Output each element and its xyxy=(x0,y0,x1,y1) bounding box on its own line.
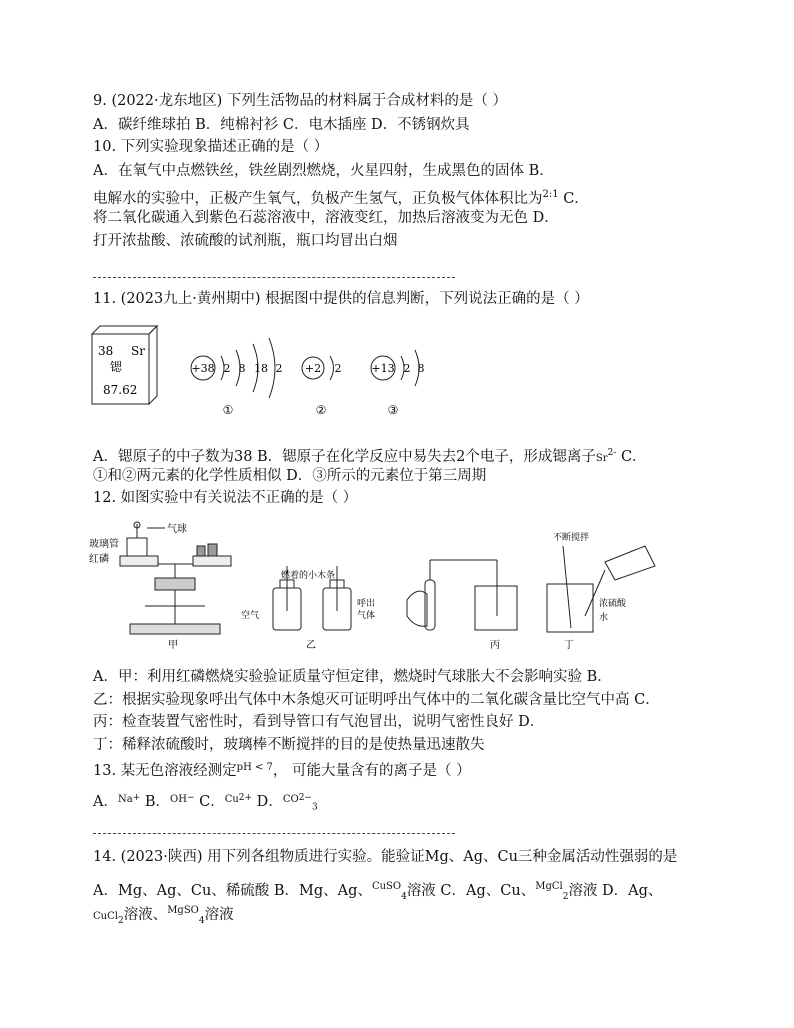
atom3-nucleus: +13 xyxy=(371,362,395,375)
ding-caption: 丁 xyxy=(564,640,574,651)
atom3-shell-2: 8 xyxy=(417,362,425,375)
q14-mgso4-sub: 4 xyxy=(198,915,205,926)
bing-caption: 丙 xyxy=(490,640,500,651)
apparatus-jia xyxy=(120,522,231,634)
atom-diagram-3 xyxy=(371,350,425,417)
ding-label-acid: 浓硫酸 xyxy=(599,599,627,609)
q12-line1: A．甲：利用红磷燃烧实验验证质量守恒定律，燃烧时气球胀大不会影响实验 B． xyxy=(93,669,612,685)
q9-title: 9. (2022·龙东地区) 下列生活物品的材料属于合成材料的是（ ） xyxy=(93,93,507,109)
q14-l1-c: 溶液 D．Ag、 xyxy=(568,883,663,899)
yi-label-exhaled-1: 呼出 xyxy=(357,599,376,609)
q14-l1-a: A．Mg、Ag、Cu、稀硫酸 B．Mg、Ag、 xyxy=(93,883,372,899)
q12-figure xyxy=(85,516,675,652)
atom1-shell-4: 2 xyxy=(275,362,283,375)
separator xyxy=(93,277,455,278)
q12-title: 12. 如图实验中有关说法不正确的是（ ） xyxy=(93,490,358,506)
atom-diagram-2 xyxy=(302,356,342,417)
yi-label-splint: 燃着的小木条 xyxy=(281,571,336,581)
atom2-shell-1: 2 xyxy=(334,362,342,375)
q13-opt-b: B． xyxy=(140,793,171,810)
q10-line3: 将二氧化碳通入到紫色石蕊溶液中，溶液变红，加热后溶液变为无色 D． xyxy=(93,210,559,226)
q10-line2 xyxy=(93,185,589,209)
q11-ion: Sr xyxy=(595,452,608,464)
q14-mgcl2-sub: 2 xyxy=(562,891,569,902)
q14-mgso4: MgSO xyxy=(167,905,199,916)
q11-ion-charge: 2- xyxy=(607,448,617,458)
q14-cuso4-sub: 4 xyxy=(401,891,407,902)
jia-label-balloon: 气球 xyxy=(167,524,187,535)
jia-label-phosphorus: 红磷 xyxy=(89,554,109,565)
q14-line2 xyxy=(93,901,234,931)
q13-ion-c-charge: 2+ xyxy=(238,793,253,803)
q14-mgcl2: MgCl xyxy=(535,881,563,892)
q10-title: 10. 下列实验现象描述正确的是（ ） xyxy=(93,139,329,155)
q14-title: 14. (2023·陕西) 用下列各组物质进行实验。能验证Mg、Ag、Cu三种金属活动性强弱的是 xyxy=(93,849,678,865)
q14-l2-a: 溶液、 xyxy=(123,907,168,923)
q13-title xyxy=(93,758,471,781)
q14-l1-b: 溶液 C．Ag、Cu、 xyxy=(406,883,536,899)
jia-caption: 甲 xyxy=(168,640,178,651)
q12-line4: 丁：稀释浓硫酸时，玻璃棒不断搅拌的目的是使热量迅速散失 xyxy=(93,737,485,753)
q13-title-a: 13. 某无色溶液经测定 xyxy=(93,763,237,779)
q11-line1 xyxy=(93,443,647,469)
atom1-label: ① xyxy=(222,403,234,417)
q13-ion-b-charge: − xyxy=(186,793,195,803)
atom1-shell-3: 18 xyxy=(254,362,268,375)
q14-cuso4: CuSO xyxy=(371,881,402,892)
q10-line4: 打开浓盐酸、浓硫酸的试剂瓶，瓶口均冒出白烟 xyxy=(93,233,398,249)
q13-ph: pH < 7 xyxy=(236,762,273,773)
apparatus-bing xyxy=(407,560,517,630)
q10-line1: A．在氧气中点燃铁丝，铁丝剧烈燃烧，火星四射，生成黑色的固体 B． xyxy=(93,163,554,179)
q10-line2a: 电解水的实验中，正极产生氧气，负极产生氢气，正负极气体体积比为 xyxy=(93,191,543,207)
q14-cucl2-sub: 2 xyxy=(117,915,124,926)
q13-opt-d: D． xyxy=(252,793,283,810)
q13-ion-d-sub: 3 xyxy=(311,802,318,813)
atom3-shell-1: 2 xyxy=(403,362,411,375)
element-cell xyxy=(92,326,157,404)
q13-title-b: ， 可能大量含有的离子是（ ） xyxy=(272,763,471,779)
q14-l2-b: 溶液 xyxy=(204,907,234,923)
yi-label-air: 空气 xyxy=(241,611,260,621)
yi-caption: 乙 xyxy=(306,640,316,651)
yi-label-exhaled-2: 气体 xyxy=(357,611,376,621)
q11-line1a: A．锶原子的中子数为38 B．锶原子在化学反应中易失去2个电子，形成锶离子 xyxy=(93,448,596,465)
ding-label-water: 水 xyxy=(599,613,609,623)
q13-opt-c: C． xyxy=(194,793,225,810)
q13-ion-a: Na xyxy=(117,793,133,805)
q13-ion-b: OH xyxy=(170,793,187,805)
atom-diagram-1 xyxy=(191,338,283,417)
q13-ion-c: Cu xyxy=(224,793,239,805)
q9-options: A．碳纤维球拍 B．纯棉衬衫 C．电木插座 D．不锈钢炊具 xyxy=(93,117,470,133)
q12-line2: 乙：根据实验现象呼出气体中木条熄灭可证明呼出气体中的二氧化碳含量比空气中高 C． xyxy=(93,692,660,708)
ding-label-stir: 不断搅拌 xyxy=(553,533,590,543)
q13-ion-a-charge: + xyxy=(132,793,141,803)
atom2-label: ② xyxy=(315,403,327,417)
q13-opt-a: A． xyxy=(93,793,118,810)
jia-label-tube: 玻璃管 xyxy=(89,539,119,550)
separator-2 xyxy=(93,833,455,834)
element-number: 38 xyxy=(98,344,114,358)
q13-ion-d-charge: 2− xyxy=(298,793,312,803)
atom3-label: ③ xyxy=(387,403,399,417)
atom1-nucleus: +38 xyxy=(191,362,215,375)
element-symbol: Sr xyxy=(131,344,145,358)
q11-line1b: C． xyxy=(616,448,647,465)
atom1-shell-1: 2 xyxy=(223,362,231,375)
atom1-shell-2: 8 xyxy=(238,362,246,375)
q11-line2: ①和②两元素的化学性质相似 D．③所示的元素位于第三周期 xyxy=(93,468,487,484)
q14-cucl2: CuCl xyxy=(93,911,118,922)
q10-ratio: 2:1 xyxy=(542,189,559,200)
q12-line3: 丙：检查装置气密性时，看到导管口有气泡冒出，说明气密性良好 D． xyxy=(93,714,545,730)
q11-title: 11. (2023九上·黄州期中) 根据图中提供的信息判断，下列说法正确的是（ ） xyxy=(93,291,589,307)
q13-options xyxy=(93,788,318,818)
q13-ion-d: CO xyxy=(282,793,299,805)
q10-line2b: C． xyxy=(558,191,589,207)
element-name: 锶 xyxy=(110,360,123,374)
q11-figure xyxy=(85,322,445,422)
element-mass: 87.62 xyxy=(103,383,138,397)
atom2-nucleus: +2 xyxy=(304,362,322,375)
